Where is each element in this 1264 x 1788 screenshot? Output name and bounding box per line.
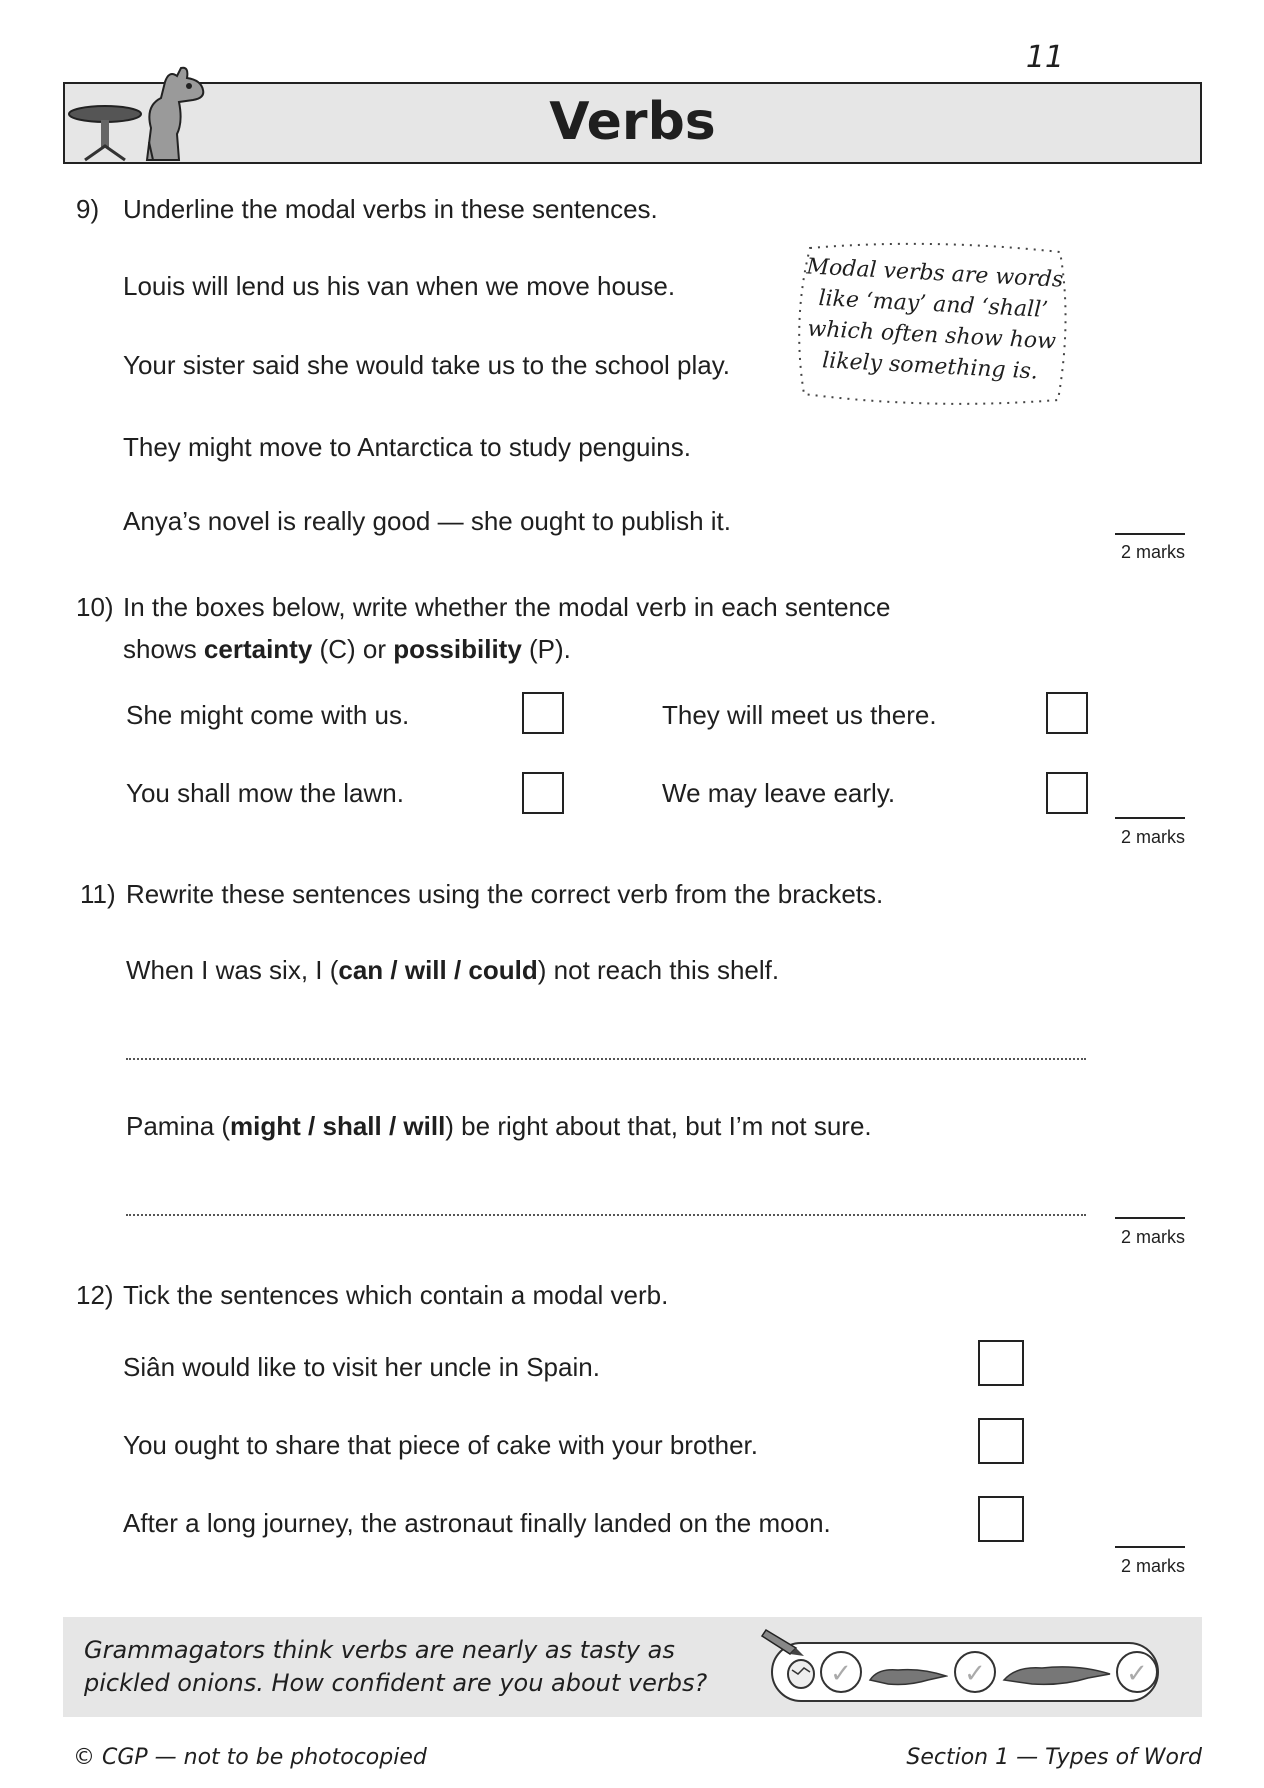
certainty-word: certainty — [203, 634, 313, 664]
question-instruction: Underline the modal verbs in these sentences. — [123, 194, 658, 224]
sentence: They might move to Antarctica to study penguins. — [123, 432, 691, 462]
sentence: You shall mow the lawn. — [126, 778, 404, 808]
text: (C) or — [312, 634, 394, 664]
verb-options: can / will / could — [338, 955, 538, 985]
question-number: 11) — [80, 879, 116, 909]
tip-line: like ‘may’ and ‘shall’ — [817, 286, 1049, 324]
page-title: Verbs — [549, 92, 716, 152]
text: ) not reach this shelf. — [537, 955, 780, 985]
section-label: Section 1 — Types of Word — [906, 1745, 1202, 1770]
sentence: Anya’s novel is really good — she ought to publish it. — [123, 506, 731, 536]
answer-line[interactable] — [126, 1202, 1086, 1216]
sentence: She might come with us. — [126, 700, 410, 730]
tick-box[interactable] — [978, 1340, 1024, 1386]
small-alligator-icon — [868, 1662, 948, 1688]
question-instruction: Rewrite these sentences using the correct verb from the brackets. — [126, 879, 884, 909]
sentence — [126, 955, 779, 986]
question-instruction: In the boxes below, write whether the modal verb in each sentence — [123, 592, 891, 622]
sentence: Your sister said she would take us to the school play. — [123, 350, 731, 380]
sentence: After a long journey, the astronaut finally landed on the moon. — [123, 1508, 831, 1538]
sentence: Louis will lend us his van when we move house. — [123, 271, 676, 301]
marks-label: 2 marks — [1120, 542, 1185, 562]
text: ) be right about that, but I’m not sure. — [445, 1111, 872, 1141]
sentence — [126, 1111, 872, 1142]
tip-line: Modal verbs are words — [805, 254, 1064, 293]
copyright-notice: © CGP — not to be photocopied — [73, 1745, 427, 1770]
answer-box[interactable] — [1046, 772, 1088, 814]
answer-box[interactable] — [522, 772, 564, 814]
confidence-tick-medium[interactable]: ✓ — [954, 1651, 996, 1693]
prompt-line: pickled onions. How confident are you about verbs? — [84, 1669, 708, 1697]
pencil-icon — [760, 1622, 810, 1658]
sentence: We may leave early. — [662, 778, 896, 808]
verb-options: might / shall / will — [230, 1111, 446, 1141]
marks-answer-line[interactable] — [1115, 533, 1185, 535]
sentence: Siân would like to visit her uncle in Spain. — [123, 1352, 600, 1382]
text: Pamina ( — [126, 1111, 231, 1141]
confidence-tick-low[interactable]: ✓ — [820, 1651, 862, 1693]
marks-label: 2 marks — [1120, 1556, 1185, 1576]
page-number: 11 — [1025, 40, 1064, 75]
sentence: They will meet us there. — [662, 700, 937, 730]
large-alligator-icon — [1002, 1660, 1112, 1688]
question-instruction-line2 — [123, 633, 571, 665]
confidence-tick-high[interactable]: ✓ — [1116, 1651, 1158, 1693]
tick-box[interactable] — [978, 1418, 1024, 1464]
question-number: 9) — [76, 194, 100, 224]
text: When I was six, I ( — [126, 955, 339, 985]
marks-label: 2 marks — [1120, 827, 1185, 847]
possibility-word: possibility — [393, 634, 522, 664]
marks-label: 2 marks — [1120, 1227, 1185, 1247]
marks-answer-line[interactable] — [1115, 817, 1185, 819]
tip-box — [797, 251, 1068, 389]
text: shows — [123, 634, 204, 664]
question-number: 12) — [76, 1280, 114, 1310]
egg-icon — [784, 1654, 818, 1690]
sentence: You ought to share that piece of cake with your brother. — [123, 1430, 759, 1460]
answer-line[interactable] — [126, 1046, 1086, 1060]
confidence-prompt — [84, 1634, 707, 1700]
title-bar — [63, 82, 1202, 164]
marks-answer-line[interactable] — [1115, 1217, 1185, 1219]
text: (P). — [521, 634, 571, 664]
question-number: 10) — [76, 592, 114, 622]
answer-box[interactable] — [1046, 692, 1088, 734]
question-instruction: Tick the sentences which contain a modal verb. — [123, 1280, 669, 1310]
prompt-line: Grammagators think verbs are nearly as tasty as — [84, 1636, 675, 1664]
tip-line: which often show how — [806, 316, 1057, 355]
tick-box[interactable] — [978, 1496, 1024, 1542]
marks-answer-line[interactable] — [1115, 1546, 1185, 1548]
answer-box[interactable] — [522, 692, 564, 734]
tip-line: likely something is. — [821, 348, 1039, 385]
